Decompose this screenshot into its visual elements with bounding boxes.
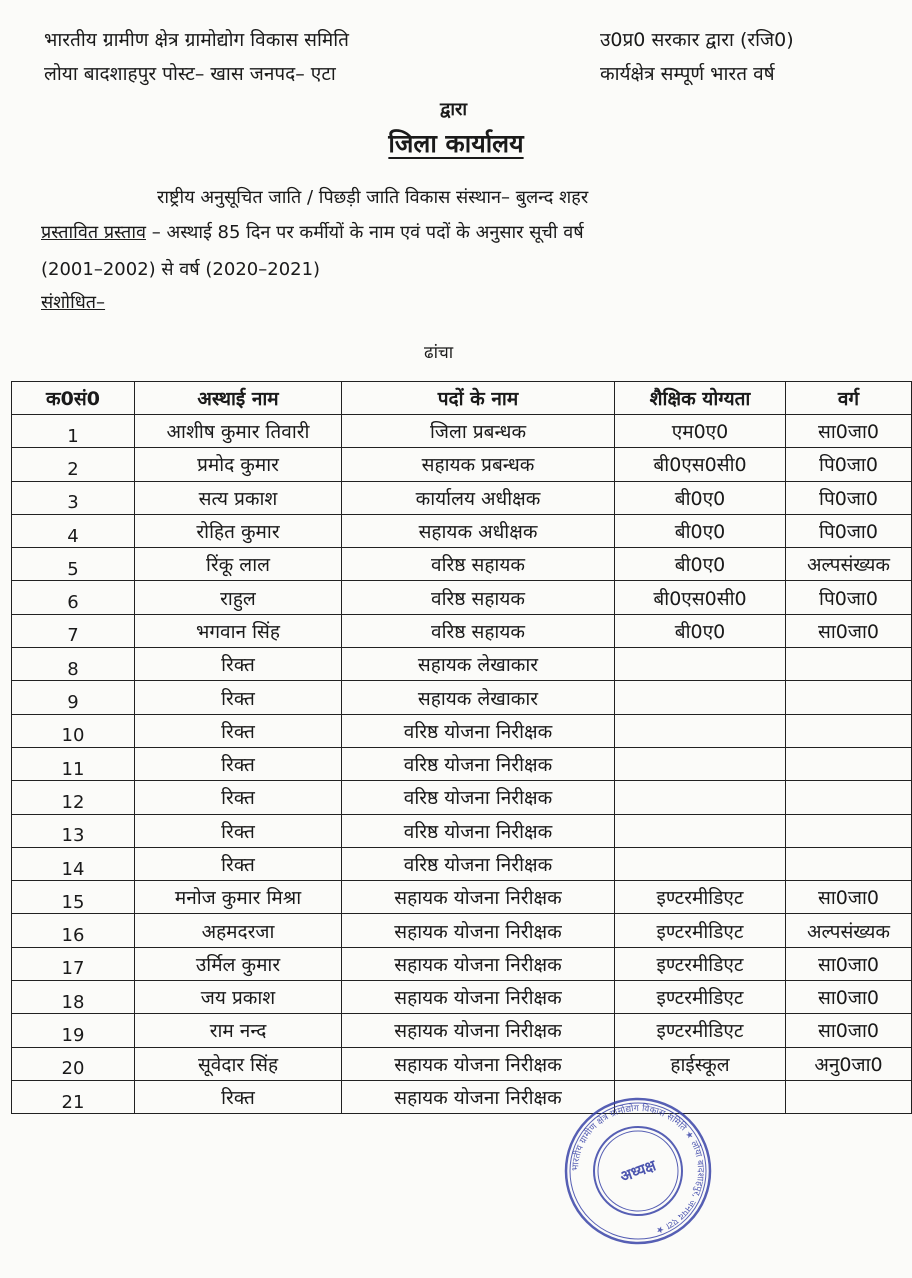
proposal-text: – अस्थाई 85 दिन पर कर्मीयों के नाम एवं पदों के अनुसार सूची वर्ष [146,222,584,243]
post-name-cell: वरिष्ठ सहायक [342,614,615,647]
table-row [12,747,912,780]
table-row [12,1080,912,1113]
post-name-cell: कार्यालय अधीक्षक [342,481,615,514]
category-cell [786,747,912,780]
office-title: जिला कार्यालय [388,129,524,158]
header-post-name: पदों के नाम [342,382,615,415]
temp-name-cell: रिक्त [135,681,342,714]
qualification-cell: इण्टरमीडिएट [615,1014,786,1047]
category-cell: अल्पसंख्यक [786,548,912,581]
post-name-cell: जिला प्रबन्धक [342,415,615,448]
table-header-row [12,382,912,415]
table-row [12,1014,912,1047]
table-row [12,448,912,481]
table-row [12,681,912,714]
table-row [12,648,912,681]
category-cell [786,847,912,880]
qualification-cell: एम0ए0 [615,415,786,448]
temp-name-cell: रिक्त [135,781,342,814]
post-name-cell: सहायक योजना निरीक्षक [342,1014,615,1047]
serial-cell: 10 [12,714,135,747]
proposal-line [41,220,584,244]
category-cell: पि0जा0 [786,514,912,547]
temp-name-cell: भगवान सिंह [135,614,342,647]
post-name-cell: वरिष्ठ सहायक [342,548,615,581]
temp-name-cell: उर्मिल कुमार [135,947,342,980]
table-row [12,415,912,448]
qualification-cell: बी0ए0 [615,548,786,581]
category-cell: अनु0जा0 [786,1047,912,1080]
temp-name-cell: राहुल [135,581,342,614]
qualification-cell: इण्टरमीडिएट [615,881,786,914]
table-row [12,548,912,581]
temp-name-cell: अहमदरजा [135,914,342,947]
qualification-cell: इण्टरमीडिएट [615,914,786,947]
temp-name-cell: रिक्त [135,1080,342,1113]
proposal-label: प्रस्तावित प्रस्ताव [41,222,146,243]
table-row [12,481,912,514]
post-name-cell: सहायक अधीक्षक [342,514,615,547]
qualification-cell [615,814,786,847]
category-cell [786,781,912,814]
temp-name-cell: रोहित कुमार [135,514,342,547]
revised-label: संशोधित– [41,292,106,313]
table-row [12,1047,912,1080]
temp-name-cell: सूवेदार सिंह [135,1047,342,1080]
post-name-cell: वरिष्ठ योजना निरीक्षक [342,781,615,814]
category-cell [786,714,912,747]
post-name-cell: सहायक योजना निरीक्षक [342,947,615,980]
post-name-cell: वरिष्ठ योजना निरीक्षक [342,747,615,780]
office-title-wrap [0,126,912,160]
post-name-cell: सहायक योजना निरीक्षक [342,1047,615,1080]
qualification-cell [615,681,786,714]
table-row [12,714,912,747]
serial-cell: 19 [12,1014,135,1047]
category-cell: सा0जा0 [786,947,912,980]
temp-name-cell: रिक्त [135,648,342,681]
institute-line: राष्ट्रीय अनुसूचित जाति / पिछड़ी जाति विकास संस्थान– बुलन्द शहर [157,187,589,208]
post-name-cell: सहायक प्रबन्धक [342,448,615,481]
serial-cell: 2 [12,448,135,481]
table-row [12,814,912,847]
temp-name-cell: रिक्त [135,714,342,747]
registration-text: उ0प्र0 सरकार द्वारा (रजि0) [600,29,794,51]
qualification-cell: इण्टरमीडिएट [615,947,786,980]
post-name-cell: वरिष्ठ सहायक [342,581,615,614]
temp-name-cell: रिक्त [135,814,342,847]
category-cell: सा0जा0 [786,981,912,1014]
org-address: लोया बादशाहपुर पोस्ट– खास जनपद– एटा [44,63,336,85]
table-row [12,581,912,614]
category-cell: सा0जा0 [786,415,912,448]
header-qualification: शैक्षिक योग्यता [615,382,786,415]
serial-cell: 7 [12,614,135,647]
temp-name-cell: रिंकू लाल [135,548,342,581]
qualification-cell [615,714,786,747]
chairman-seal [563,1096,713,1246]
post-name-cell: सहायक योजना निरीक्षक [342,881,615,914]
serial-cell: 12 [12,781,135,814]
qualification-cell [615,747,786,780]
post-name-cell: वरिष्ठ योजना निरीक्षक [342,814,615,847]
table-row [12,881,912,914]
serial-cell: 8 [12,648,135,681]
temp-name-cell: राम नन्द [135,1014,342,1047]
serial-cell: 14 [12,847,135,880]
serial-cell: 16 [12,914,135,947]
serial-cell: 4 [12,514,135,547]
category-cell: अल्पसंख्यक [786,914,912,947]
header-category: वर्ग [786,382,912,415]
category-cell [786,681,912,714]
category-cell [786,648,912,681]
category-cell: सा0जा0 [786,881,912,914]
qualification-cell [615,781,786,814]
serial-cell: 3 [12,481,135,514]
serial-cell: 21 [12,1080,135,1113]
temp-name-cell: रिक्त [135,747,342,780]
qualification-cell [615,847,786,880]
header-temp-name: अस्थाई नाम [135,382,342,415]
temp-name-cell: रिक्त [135,847,342,880]
qualification-cell: बी0एस0सी0 [615,581,786,614]
table-row [12,847,912,880]
qualification-cell: बी0ए0 [615,514,786,547]
qualification-cell: हाईस्कूल [615,1047,786,1080]
qualification-cell: बी0एस0सी0 [615,448,786,481]
serial-cell: 13 [12,814,135,847]
post-name-cell: सहायक योजना निरीक्षक [342,981,615,1014]
org-name: भारतीय ग्रामीण क्षेत्र ग्रामोद्योग विकास समिति [44,29,350,51]
serial-cell: 1 [12,415,135,448]
category-cell [786,814,912,847]
qualification-cell: बी0ए0 [615,614,786,647]
serial-cell: 11 [12,747,135,780]
table-body [12,415,912,1114]
serial-cell: 9 [12,681,135,714]
post-name-cell: वरिष्ठ योजना निरीक्षक [342,714,615,747]
header-serial: क0सं0 [12,382,135,415]
qualification-cell: बी0ए0 [615,481,786,514]
temp-name-cell: मनोज कुमार मिश्रा [135,881,342,914]
seal-center-text: अध्यक्ष [617,1156,659,1186]
temp-name-cell: आशीष कुमार तिवारी [135,415,342,448]
table-row [12,514,912,547]
post-name-cell: सहायक योजना निरीक्षक [342,1080,615,1113]
table-row [12,914,912,947]
table-row [12,614,912,647]
temp-name-cell: सत्य प्रकाश [135,481,342,514]
table-row [12,947,912,980]
temp-name-cell: प्रमोद कुमार [135,448,342,481]
qualification-cell: इण्टरमीडिएट [615,981,786,1014]
category-cell [786,1080,912,1113]
category-cell: पि0जा0 [786,581,912,614]
category-cell: पि0जा0 [786,448,912,481]
category-cell: सा0जा0 [786,1014,912,1047]
serial-cell: 5 [12,548,135,581]
seal-ring-text: भारतीय ग्रामीण क्षेत्र ग्रामोद्योग विकास समिति ★ लोया बादशाहपुर, जनपद एटा ★ [570,1103,706,1236]
table-row [12,981,912,1014]
staff-table [11,381,912,1114]
table-row [12,781,912,814]
post-name-cell: सहायक लेखाकार [342,681,615,714]
serial-cell: 18 [12,981,135,1014]
work-area-text: कार्यक्षेत्र सम्पूर्ण भारत वर्ष [600,63,775,85]
post-name-cell: वरिष्ठ योजना निरीक्षक [342,847,615,880]
temp-name-cell: जय प्रकाश [135,981,342,1014]
structure-label: ढांचा [424,343,454,363]
qualification-cell [615,648,786,681]
post-name-cell: सहायक योजना निरीक्षक [342,914,615,947]
serial-cell: 20 [12,1047,135,1080]
serial-cell: 17 [12,947,135,980]
post-name-cell: सहायक लेखाकार [342,648,615,681]
serial-cell: 15 [12,881,135,914]
category-cell: पि0जा0 [786,481,912,514]
by-label: द्वारा [440,99,468,120]
serial-cell: 6 [12,581,135,614]
years-line: (2001–2002) से वर्ष (2020–2021) [41,259,321,280]
category-cell: सा0जा0 [786,614,912,647]
